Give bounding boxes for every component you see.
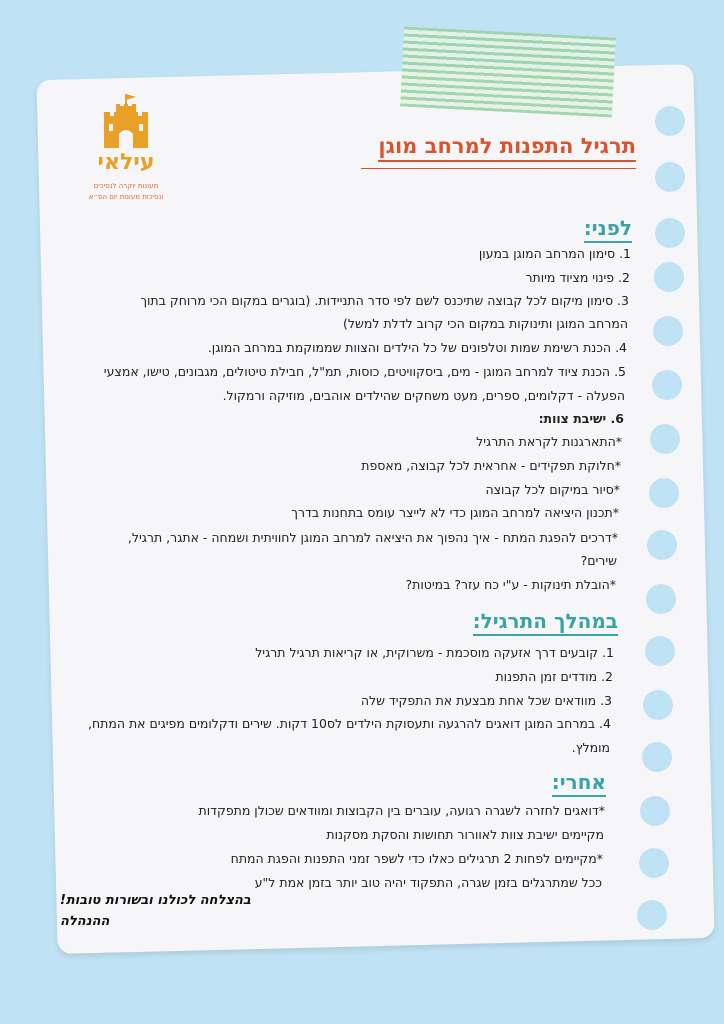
list-item: מקיימים ישיבת צוות לאוורור תחושות והסקת מסקנות bbox=[326, 827, 604, 842]
list-item: *תכנון היציאה למרחב המוגן כדי לא לייצר עומס בתחנות בדרך bbox=[291, 505, 619, 520]
list-item: 5. הכנת ציוד למרחב המוגן - מים, ביסקוויטים, כוסות, תמ"ל, חבילת טיטולים, מגבונים, טישו, אמצעי bbox=[103, 364, 626, 379]
list-item: 4. במרחב המוגן דואגים להרגעה ותעסוקת הילדים לס10 דקות. שירים ודקלומים מפיגים את המתח, bbox=[87, 716, 611, 731]
list-item: 2. פינוי מציוד מיותר bbox=[525, 270, 630, 285]
section-heading-before: לפני: bbox=[584, 216, 632, 243]
list-item: *הובלת תינוקות - ע"י כח עזר? במיטות? bbox=[405, 577, 616, 592]
logo-tagline: מעונות יוקרה לנסיכים bbox=[93, 182, 159, 190]
logo-tagline: ונסיכות מעונות יום הס״א bbox=[88, 193, 164, 201]
list-item: *מקיימים לפחות 2 תרגילים כאלו כדי לשפר זמני התפנות והפגת המתח bbox=[230, 851, 603, 866]
list-item: *סיור במיקום לכל קבוצה bbox=[485, 482, 620, 497]
list-item: המרחב המוגן ותינוקות במקום הכי קרוב לדלת למשל) bbox=[343, 316, 628, 331]
list-item: *דרכים להפגת המתח - איך נהפוך את היציאה למרחב המוגן לחוויתית ושמחה - אתגר, תרגיל, bbox=[127, 530, 618, 545]
list-item: 3. מוודאים שכל אחת מבצעת את התפקיד שלה bbox=[360, 693, 612, 708]
logo bbox=[78, 92, 174, 212]
castle-icon bbox=[78, 92, 174, 152]
list-item: שירים? bbox=[580, 553, 617, 568]
list-item: *דואגים לחזרה לשגרה רגועה, עוברים בין הקבוצות ומוודאים שכולן מתפקדות bbox=[198, 803, 605, 818]
list-item: 1. קובעים דרך אזעקה מוסכמת - משרוקית, או קריאות תרגיל תרגיל bbox=[255, 645, 614, 660]
page-title: תרגיל התפנות למרחב מוגן bbox=[378, 134, 636, 162]
list-item: הפעלה - דקלומים, ספרים, מעט משחקים שהילדים אוהבים, מוזיקה ורמקול. bbox=[222, 388, 625, 403]
list-item: ככל שמתרגלים בזמן שגרה, התפקוד יהיה טוב יותר בזמן אמת ל"ע bbox=[254, 875, 602, 890]
title-underline bbox=[361, 168, 636, 169]
list-item: 6. ישיבת צוות: bbox=[538, 411, 624, 426]
list-item: מומלץ. bbox=[571, 740, 610, 755]
list-item: 1. סימון המרחב המוגן במעון bbox=[478, 246, 631, 261]
logo-name: עילאי bbox=[97, 150, 155, 175]
list-item: 3. סימון מיקום לכל קבוצה שתיכנס לשם לפי סדר התניידות. (בוגרים במקום הכי מרוחק בתוך bbox=[140, 293, 629, 308]
list-item: 2. מודדים זמן התפנות bbox=[495, 669, 613, 684]
list-item: 4. הכנת רשימת שמות וטלפונים של כל הילדים והצוות שממוקמת במרחב המוגן. bbox=[207, 340, 627, 355]
section-heading-after: אחרי: bbox=[552, 770, 606, 797]
signature-name: ההנהלה bbox=[60, 914, 110, 929]
list-item: *חלוקת תפקידים - אחראית לכל קבוצה, מאספת bbox=[361, 458, 621, 473]
section-heading-during: במהלך התרגיל: bbox=[473, 609, 618, 636]
list-item: *התארגנות לקראת התרגיל bbox=[476, 434, 622, 449]
signature-line: בהצלחה לכולנו ובשורות טובות! bbox=[60, 893, 251, 908]
